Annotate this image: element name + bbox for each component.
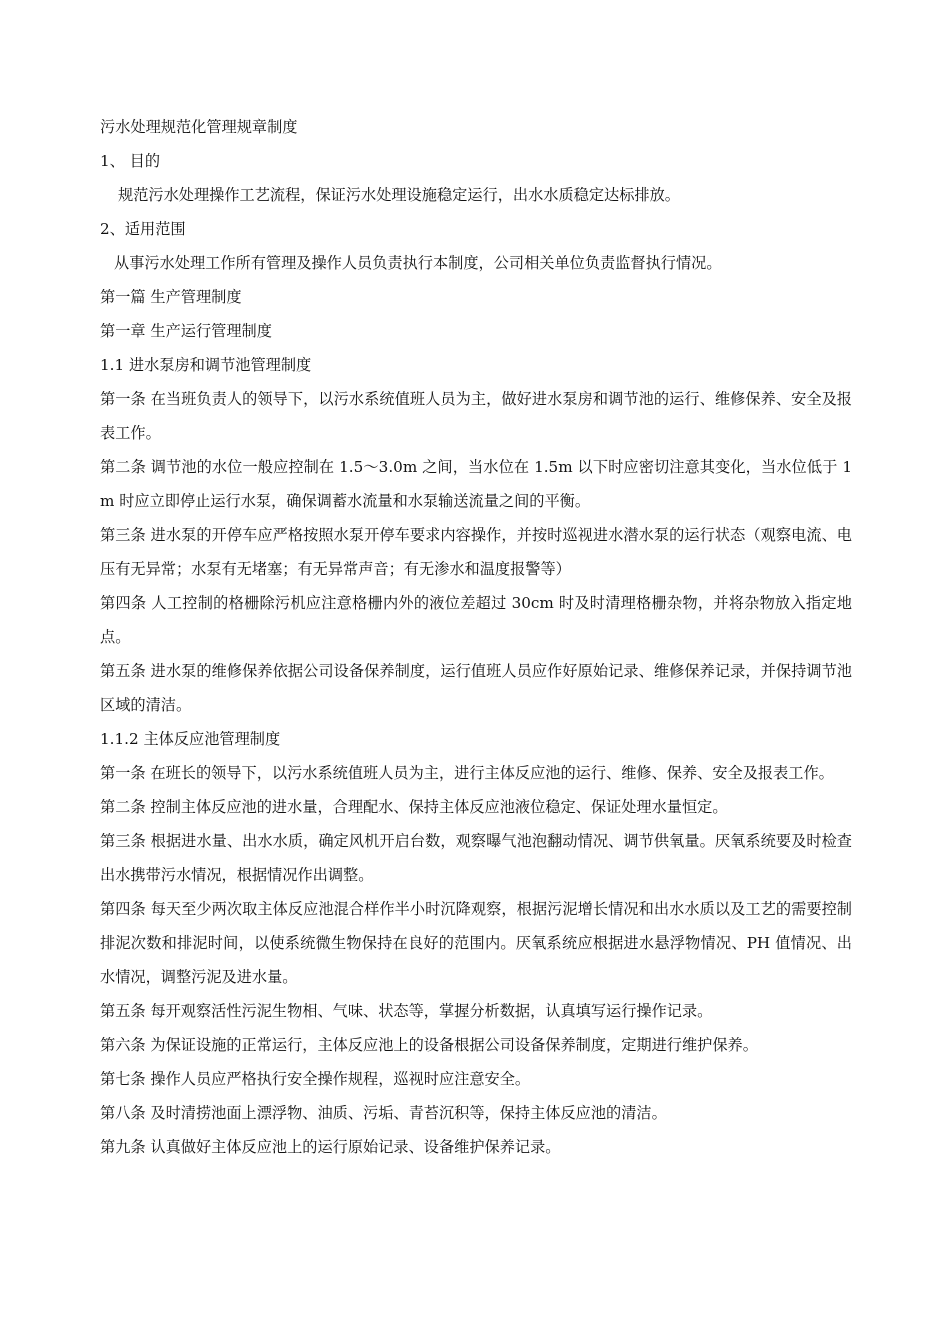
article-paragraph: 第三条 进水泵的开停车应严格按照水泵开停车要求内容操作，并按时巡视进水潜水泵的运行状态（观察电流、电压有无异常；水泵有无堵塞；有无异常声音；有无渗水和温度报警等） <box>100 526 852 578</box>
chapter-heading: 第一章 生产运行管理制度 <box>100 322 272 340</box>
scope-text: 从事污水处理工作所有管理及操作人员负责执行本制度，公司相关单位负责监督执行情况。 <box>114 254 722 272</box>
article-paragraph: 第一条 在当班负责人的领导下，以污水系统值班人员为主，做好进水泵房和调节池的运行、维修保养、安全及报表工作。 <box>100 390 852 442</box>
purpose-heading: 1、 目的 <box>100 152 161 170</box>
article-paragraph: 第三条 根据进水量、出水水质，确定风机开启台数，观察曝气池泡翻动情况、调节供氧量。厌氧系统要及时检查出水携带污水情况，根据情况作出调整。 <box>100 832 852 884</box>
article-paragraph: 第五条 进水泵的维修保养依据公司设备保养制度，运行值班人员应作好原始记录、维修保养记录，并保持调节池区域的清洁。 <box>100 662 852 714</box>
article-paragraph: 第四条 人工控制的格栅除污机应注意格栅内外的液位差超过 30cm 时及时清理格栅杂物，并将杂物放入指定地点。 <box>100 594 852 646</box>
purpose-text: 规范污水处理操作工艺流程，保证污水处理设施稳定运行，出水水质稳定达标排放。 <box>118 186 680 204</box>
section-heading: 1.1.2 主体反应池管理制度 <box>100 730 281 748</box>
article-paragraph: 第七条 操作人员应严格执行安全操作规程，巡视时应注意安全。 <box>100 1070 531 1088</box>
scope-heading: 2、适用范围 <box>100 220 186 238</box>
section-heading: 1.1 进水泵房和调节池管理制度 <box>100 356 312 374</box>
part-heading: 第一篇 生产管理制度 <box>100 288 242 306</box>
article-paragraph: 第六条 为保证设施的正常运行，主体反应池上的设备根据公司设备保养制度，定期进行维护保养。 <box>100 1036 758 1054</box>
article-paragraph: 第五条 每开观察活性污泥生物相、气味、状态等，掌握分析数据，认真填写运行操作记录。 <box>100 1002 713 1020</box>
article-paragraph: 第二条 调节池的水位一般应控制在 1.5～3.0m 之间，当水位在 1.5m 以下时应密切注意其变化，当水位低于 1m 时应立即停止运行水泵，确保调蓄水流量和水泵输送流量之间的平衡。 <box>100 458 852 510</box>
article-paragraph: 第八条 及时清捞池面上漂浮物、油质、污垢、青苔沉积等，保持主体反应池的清洁。 <box>100 1104 667 1122</box>
article-paragraph: 第一条 在班长的领导下，以污水系统值班人员为主，进行主体反应池的运行、维修、保养、安全及报表工作。 <box>100 764 834 782</box>
article-paragraph: 第四条 每天至少两次取主体反应池混合样作半小时沉降观察，根据污泥增长情况和出水水质以及工艺的需要控制排泥次数和排泥时间，以使系统微生物保持在良好的范围内。厌氧系统应根据进水悬浮物情况、PH 值情况、出水情况，调整污泥及进水量。 <box>100 900 852 986</box>
document-title: 污水处理规范化管理规章制度 <box>100 118 298 136</box>
document-page <box>100 110 852 1164</box>
article-paragraph: 第九条 认真做好主体反应池上的运行原始记录、设备维护保养记录。 <box>100 1138 561 1156</box>
article-paragraph: 第二条 控制主体反应池的进水量，合理配水、保持主体反应池液位稳定、保证处理水量恒定。 <box>100 798 728 816</box>
